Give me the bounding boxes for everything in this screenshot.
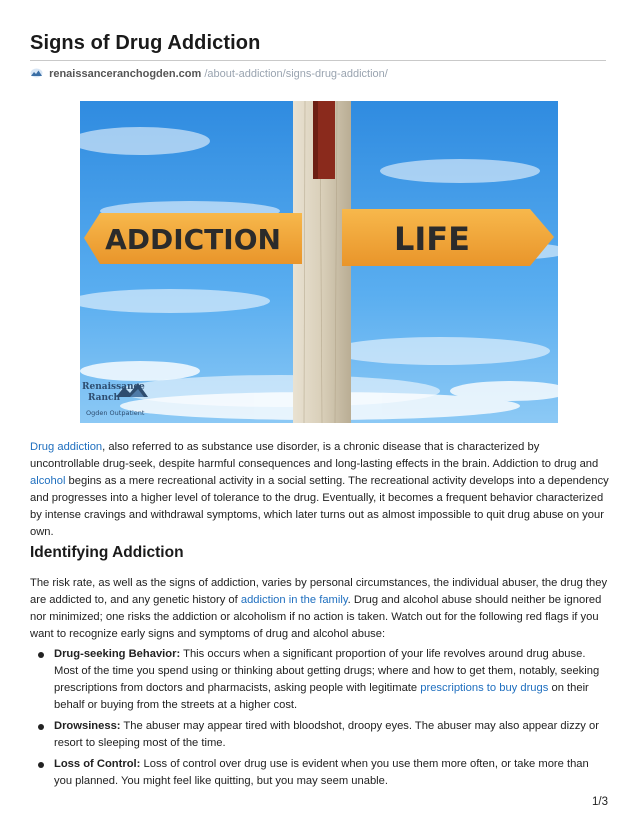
bullet-icon [38,724,44,730]
page-title: Signs of Drug Addiction [30,32,261,54]
logo-line2: Ranch [88,393,121,403]
site-icon [30,68,43,78]
intro-paragraph [30,439,610,541]
sign-addiction-label: ADDICTION [105,223,281,256]
title-divider [30,60,606,61]
sign-life-label: LIFE [393,220,471,258]
section-text-2: . Drug and alcohol abuse should neither be ignored nor minimized; one risks the addiction or alcoholism if no action is taken. Watch out for the following red flags if you want to recognize early signs and symptoms of drug and alcohol abuse: [30,594,602,640]
renaissance-ranch-logo [80,373,165,423]
source-path[interactable]: /about-addiction/signs-drug-addiction/ [204,68,388,80]
hero-image [80,101,558,423]
link-drug-addiction[interactable]: Drug addiction [30,441,103,453]
source-line [30,68,388,80]
list-item [30,646,606,714]
bullet-text-end: on their behalf or buying from the streets at a higher cost. [54,682,589,711]
bullet-text: The abuser may appear tired with bloodshot, droopy eyes. The abuser may also appear dizzy or resort to sleeping most of the time. [54,720,599,749]
section-paragraph [30,575,610,643]
list-item [30,718,606,752]
link-prescriptions[interactable]: prescriptions to buy drugs [420,682,549,694]
link-addiction-in-family[interactable]: addiction in the family [240,594,348,606]
page-number: 1/3 [592,796,608,808]
bullet-text: This occurs when a significant proportion of your life revolves around drug abuse. Most of the time you spend using or thinking about getting drugs; where and how to get them, notably, seeking prescriptions from doctors and pharmacists, asking people with legitimate [54,648,600,694]
intro-text-1: , also referred to as substance use disorder, is a chronic disease that is characterized by uncontrollable drug-seek, despite harmful consequences and long-lasting effects in the brain. Addiction to drug and [30,441,599,470]
source-domain[interactable]: renaissanceranchogden.com [49,68,202,80]
logo-subtitle: Ogden Outpatient [86,409,145,417]
bullet-label: Drug-seeking Behavior: [54,648,181,660]
section-heading: Identifying Addiction [30,544,184,561]
logo-line1: Renaissance [82,382,145,392]
list-item [30,756,606,790]
signs-list [30,646,606,790]
bullet-label: Loss of Control: [54,758,141,770]
link-alcohol[interactable]: alcohol [30,475,66,487]
bullet-icon [38,652,44,658]
bullet-icon [38,762,44,768]
intro-text-2: begins as a mere recreational activity in a social setting. The recreational activity develops into a dependency and progresses into a higher level of tolerance to the drug. Eventually, it becomes a frequent behavior characterized by intense cravings and withdrawal symptoms, which later turns out as almost impossible to quit drug abuse on your own. [30,475,609,538]
section-text-1: The risk rate, as well as the signs of addiction, varies by personal circumstances, the individual abuser, the drug they are addicted to, and any genetic history of [30,577,608,606]
bullet-text: Loss of control over drug use is evident when you use them more often, or take more than you planned. You might feel like quitting, but you may seem unable. [54,758,589,787]
bullet-label: Drowsiness: [54,720,121,732]
